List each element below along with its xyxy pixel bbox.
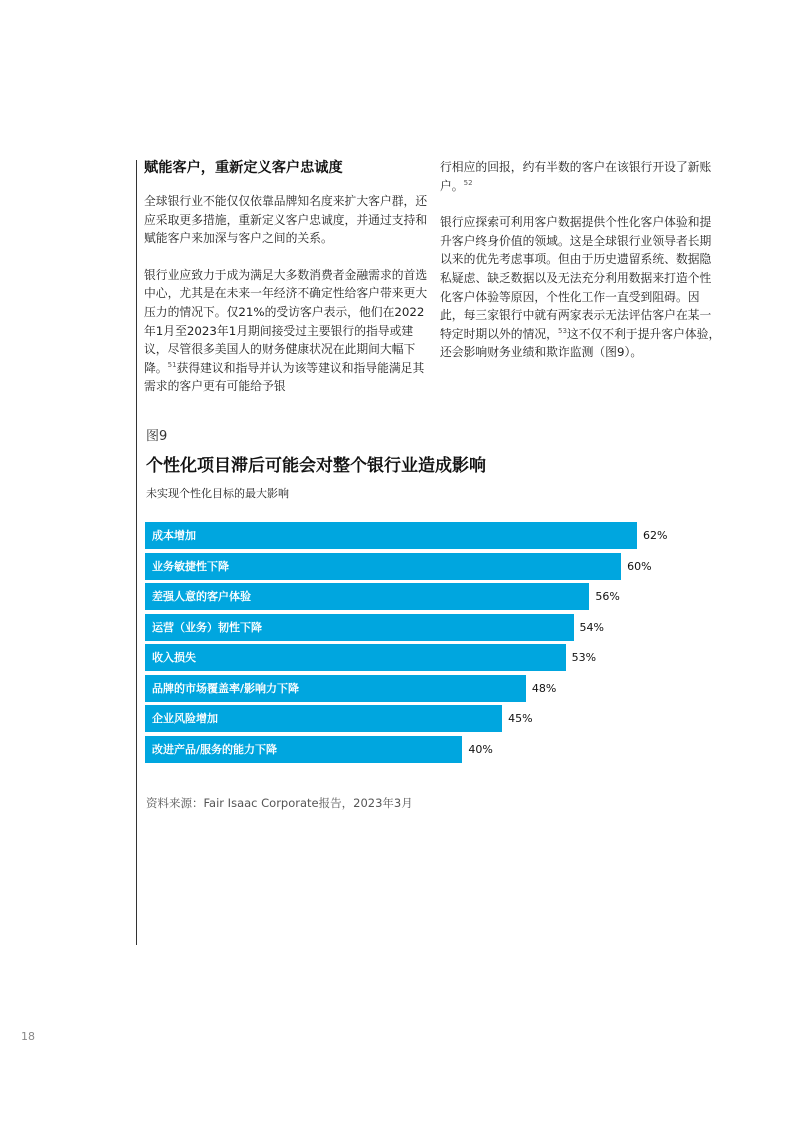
footnote-ref-53: 53 [557, 326, 567, 335]
bar: 企业风险增加 [145, 705, 502, 732]
figure-subtitle: 未实现个性化目标的最大影响 [146, 487, 289, 500]
bar-value-label: 48% [531, 681, 557, 695]
right-paragraph-2-text: 银行应探索可利用客户数据提供个性化客户体验和提升客户终身价值的领域。这是全球银行业领导者长期以来的优先考虑事项。但由于历史遗留系统、数据隐私疑虑、缺乏数据以及无法充分利用数据来打造个性化客户体验等原因，个性化工作一直受到阻碍。因此，每三家银行中就有两家表示无法评估客户在某一特定时期以外的情况， [440, 215, 712, 341]
right-paragraph-2 [440, 213, 722, 362]
bar: 成本增加 [145, 522, 637, 549]
left-paragraph-2-text: 银行业应致力于成为满足大多数消费者金融需求的首选中心，尤其是在未来一年经济不确定性给客户带来更大压力的情况下。仅21%的受访客户表示，他们在2022年1月至2023年1月期间接受过主要银行的指导或建议，尽管很多美国人的财务健康状况在此期间大幅下降。 [144, 267, 428, 375]
left-text-column [144, 158, 429, 414]
column-divider-line [136, 160, 137, 945]
source-note: 资料来源：Fair Isaac Corporate报告，2023年3月 [146, 796, 413, 810]
right-text-column [440, 158, 722, 380]
bar: 改进产品/服务的能力下降 [145, 736, 462, 763]
section-heading: 赋能客户，重新定义客户忠诚度 [144, 160, 343, 176]
page-number: 18 [21, 1030, 35, 1043]
bar-value-label: 56% [595, 590, 620, 603]
bar-value-label: 40% [468, 742, 493, 756]
figure-label: 图9 [146, 429, 168, 444]
bar-value-label: 45% [508, 712, 533, 725]
bar-chart [145, 522, 705, 767]
bar: 运营（业务）韧性下降 [145, 614, 574, 641]
bar-value-label: 53% [571, 651, 597, 664]
right-paragraph-1 [440, 158, 722, 195]
bar: 差强人意的客户体验 [145, 583, 589, 610]
bar-value-label: 62% [643, 529, 668, 542]
right-paragraph-1-text: 行相应的回报，约有半数的客户在该银行开设了新账户。 [440, 160, 712, 193]
left-paragraph-1: 全球银行业不能仅仅依靠品牌知名度来扩大客户群，还应采取更多措施，重新定义客户忠诚度，并通过支持和赋能客户来加深与客户之间的关系。 [144, 194, 428, 246]
bar: 业务敏捷性下降 [145, 553, 621, 580]
bar: 收入损失 [145, 644, 566, 671]
footnote-ref-52: 52 [463, 178, 473, 187]
bar-value-label: 54% [579, 620, 604, 634]
right-paragraph-2-continued: 这不仅不利于提升客户体验，还会影响财务业绩和欺诈监测（图9）。 [440, 326, 721, 360]
figure-title: 个性化项目滞后可能会对整个银行业造成影响 [146, 456, 486, 476]
left-paragraph-2-continued: 获得建议和指导并认为该等建议和指导能满足其需求的客户更有可能给予银 [144, 360, 425, 394]
bar: 品牌的市场覆盖率/影响力下降 [145, 675, 526, 702]
footnote-ref-51: 51 [167, 360, 177, 369]
left-paragraph-2 [144, 266, 429, 396]
bar-value-label: 60% [627, 559, 652, 573]
